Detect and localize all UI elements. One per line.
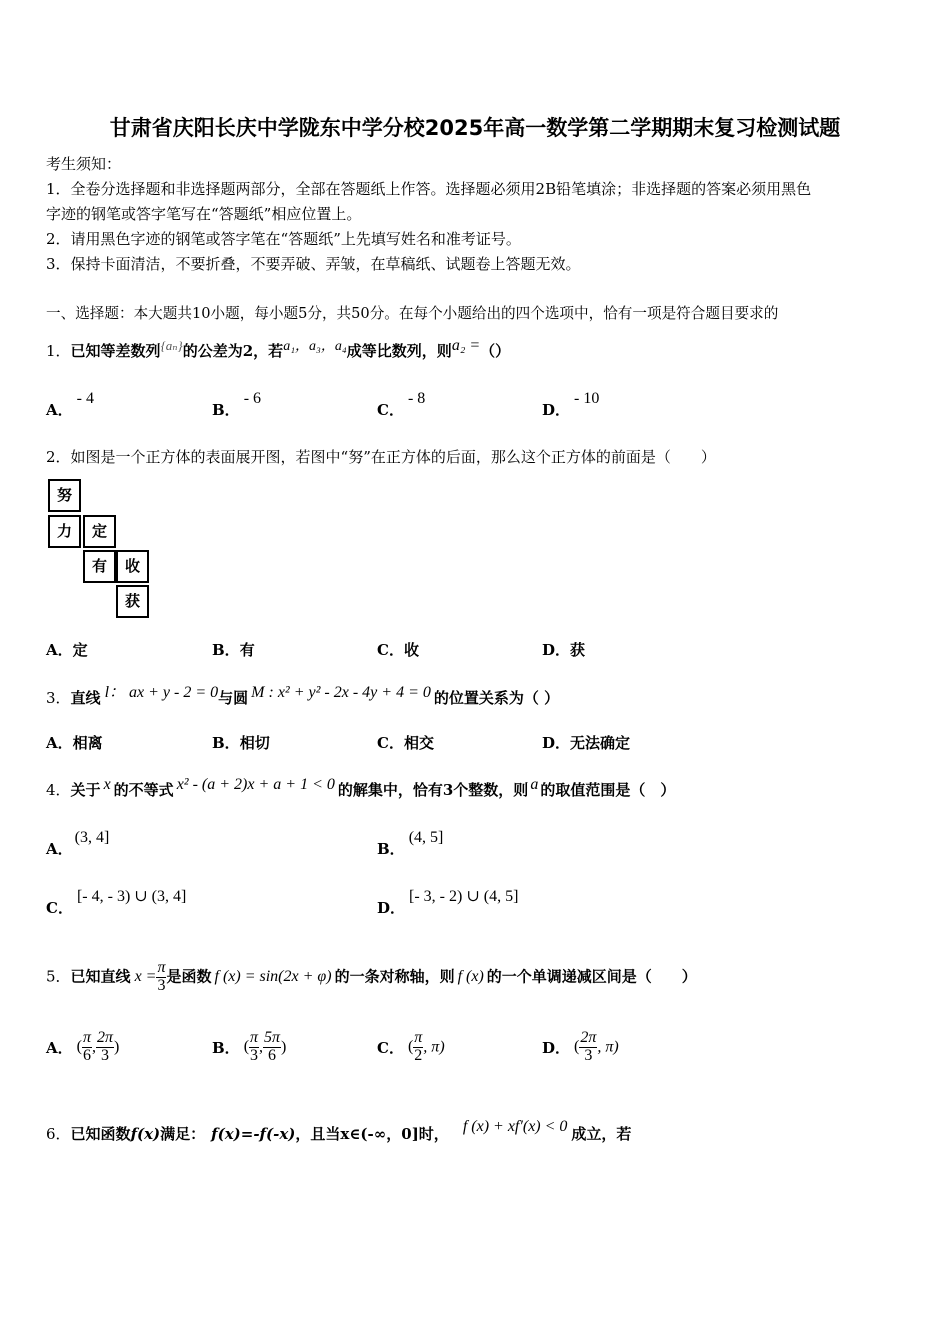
open-paren: ( xyxy=(243,1038,250,1056)
comma: , xyxy=(259,1038,264,1056)
close-paren: ) xyxy=(114,1038,120,1056)
option-label: A． xyxy=(46,641,73,659)
q6-text-4: 时， xyxy=(418,1125,449,1143)
option-value: [- 4, - 3) ∪ (3, 4] xyxy=(76,888,187,905)
q1-option-a[interactable] xyxy=(46,390,94,420)
q1-target: a₂ = xyxy=(451,337,481,354)
comma: , xyxy=(91,1038,96,1056)
option-label: C． xyxy=(377,1038,404,1057)
section-heading: 一、选择题：本大题共10小题，每小题5分，共50分。在每个小题给出的四个选项中，恰有一项是符合题目要求的 xyxy=(46,305,779,322)
q1-option-c[interactable] xyxy=(377,390,426,420)
open-paren: ( xyxy=(574,1038,580,1056)
cube-cell-ding: 定 xyxy=(83,515,116,548)
option-value: 有 xyxy=(239,641,255,659)
fraction-denominator: 6 xyxy=(82,1046,91,1064)
option-label: B． xyxy=(212,1038,240,1057)
q1-number: 1． xyxy=(46,342,71,360)
option-label: C． xyxy=(377,401,404,419)
interval-end-fraction xyxy=(263,1030,281,1065)
q4-variable: x xyxy=(103,776,111,793)
option-label: D． xyxy=(542,641,571,659)
notice-line-2: 2．请用黑色字迹的钢笔或答字笔在“答题纸”上先填写姓名和准考证号。 xyxy=(46,230,521,248)
interval-end: , π) xyxy=(597,1038,619,1056)
q6-text-3: ，且当 xyxy=(295,1125,341,1143)
q4-option-d[interactable] xyxy=(377,888,519,918)
fraction-denominator: 3 xyxy=(250,1046,259,1064)
q5-text-4: 的一个单调递减区间是（ ） xyxy=(486,967,697,986)
option-label: B． xyxy=(212,641,240,659)
q4-parameter: a xyxy=(530,776,539,793)
q3-circle-equation: M : x² + y² - 2x - 4y + 4 = 0 xyxy=(251,684,431,701)
q6-text-5: 成立，若 xyxy=(571,1125,632,1143)
q3-option-c[interactable] xyxy=(377,732,434,753)
interval-start-fraction xyxy=(413,1030,423,1065)
q6-range: x∈(-∞，0] xyxy=(340,1125,419,1143)
fraction-numerator: 5π xyxy=(264,1029,281,1046)
q2-stem: 2．如图是一个正方体的表面展开图，若图中“努”在正方体的后面，那么这个正方体的前面是（ ） xyxy=(46,448,716,466)
option-label: A． xyxy=(46,1038,73,1057)
interval-start-fraction xyxy=(249,1030,259,1065)
fraction-denominator: 6 xyxy=(268,1046,277,1064)
option-label: C． xyxy=(46,899,73,917)
q6-inequality: f (x) + xf′(x) < 0 xyxy=(462,1118,568,1135)
fraction-numerator: π xyxy=(157,959,166,976)
q1-text-1: 已知等差数列 xyxy=(70,342,161,360)
option-label: B． xyxy=(377,840,405,858)
option-label: A． xyxy=(46,840,73,858)
notice-heading: 考生须知： xyxy=(46,155,122,173)
option-label: A． xyxy=(46,734,73,752)
interval-start-fraction xyxy=(579,1030,597,1065)
q6-text-1: 已知函数 xyxy=(70,1125,131,1143)
fraction-numerator: π xyxy=(414,1029,423,1046)
interval-end-fraction xyxy=(96,1030,114,1065)
cube-net-figure xyxy=(48,479,152,621)
q2-option-c[interactable] xyxy=(377,639,419,660)
q3-option-a[interactable] xyxy=(46,732,103,753)
q1-paren: （） xyxy=(480,342,511,360)
q4-stem xyxy=(46,776,676,800)
open-paren: ( xyxy=(407,1038,414,1056)
option-value: [- 3, - 2) ∪ (4, 5] xyxy=(409,888,519,905)
q3-number: 3． xyxy=(46,689,71,707)
option-label: A． xyxy=(46,401,73,419)
q5-number: 5． xyxy=(46,967,71,986)
fraction-denominator: 3 xyxy=(100,1046,109,1064)
option-label: B． xyxy=(212,734,240,752)
cube-cell-li: 力 xyxy=(48,515,81,548)
q5-option-d[interactable] xyxy=(542,1030,619,1065)
q5-x-equals: x = xyxy=(134,968,157,986)
fraction-numerator: π xyxy=(82,1029,91,1046)
notice-line-1: 1．全卷分选择题和非选择题两部分，全部在答题纸上作答。选择题必须用2B铅笔填涂；非选择题的答案必须用黑色 xyxy=(46,180,812,198)
q5-text-2: 是函数 xyxy=(166,967,212,986)
q5-option-a[interactable] xyxy=(46,1030,119,1065)
q4-option-c[interactable] xyxy=(46,888,187,918)
fraction-numerator: 2π xyxy=(580,1029,597,1046)
q4-inequality: x² - (a + 2)x + a + 1 < 0 xyxy=(176,776,335,793)
q3-line-equation: ax + y - 2 = 0 xyxy=(129,684,219,701)
interval-start-fraction xyxy=(82,1030,92,1065)
q5-function: f (x) = sin(2x + φ) xyxy=(214,968,332,986)
q6-stem xyxy=(46,1118,632,1144)
option-value: 相离 xyxy=(72,734,103,752)
notice-line-3: 3．保持卡面清洁，不要折叠，不要弄破、弄皱，在草稿纸、试题卷上答题无效。 xyxy=(46,255,581,273)
q4-number: 4． xyxy=(46,781,71,799)
interval-end: , π) xyxy=(423,1038,445,1056)
q1-option-b[interactable] xyxy=(212,390,262,420)
fraction-denominator: 3 xyxy=(584,1046,593,1064)
option-label: D． xyxy=(542,734,571,752)
cube-cell-shou: 收 xyxy=(116,550,149,583)
option-value: (3, 4] xyxy=(74,829,110,846)
q2-option-a[interactable] xyxy=(46,639,88,660)
q4-text-1: 关于 xyxy=(70,781,101,799)
close-paren: ) xyxy=(281,1038,287,1056)
q5-text-1: 已知直线 xyxy=(70,967,131,986)
q3-option-b[interactable] xyxy=(212,732,270,753)
cube-cell-huo: 获 xyxy=(116,585,149,618)
q5-text-3: 的一条对称轴，则 xyxy=(334,967,455,986)
option-value: - 8 xyxy=(407,390,426,407)
notice-line-1-cont: 字迹的钢笔或答字笔写在“答题纸”相应位置上。 xyxy=(46,205,362,223)
q3-text-2: 与圆 xyxy=(218,689,249,707)
fraction-numerator: π xyxy=(250,1029,259,1046)
q1-stem xyxy=(46,337,511,361)
cube-cell-you: 有 xyxy=(83,550,116,583)
q3-option-d[interactable] xyxy=(542,732,630,753)
q1-option-d[interactable] xyxy=(542,390,600,420)
fraction-denominator: 3 xyxy=(157,976,166,994)
option-value: 相切 xyxy=(239,734,270,752)
option-label: D． xyxy=(542,1038,571,1057)
cube-cell-nu: 努 xyxy=(48,479,81,512)
option-value: 相交 xyxy=(403,734,434,752)
q6-condition: f(x)=-f(-x) xyxy=(211,1125,296,1143)
q2-option-d[interactable] xyxy=(542,639,585,660)
q6-text-2: 满足： xyxy=(160,1125,206,1143)
option-value: 无法确定 xyxy=(570,734,631,752)
q1-terms: a₁，a₃，a₄ xyxy=(283,339,347,354)
option-label: C． xyxy=(377,641,404,659)
q1-text-3: 成等比数列，则 xyxy=(346,342,452,360)
option-value: 获 xyxy=(570,641,586,659)
q4-text-3: 的解集中，恰有3个整数，则 xyxy=(337,781,529,799)
page-title: 甘肃省庆阳长庆中学陇东中学分校2025年高一数学第二学期期末复习检测试题 xyxy=(109,116,841,140)
q5-line-fraction xyxy=(156,960,166,995)
q1-text-2: 的公差为2，若 xyxy=(182,342,284,360)
option-value: - 6 xyxy=(243,390,262,407)
fraction-denominator: 2 xyxy=(414,1046,423,1064)
q4-option-a[interactable] xyxy=(46,829,110,859)
q3-text-1: 直线 xyxy=(70,689,101,707)
option-value: - 4 xyxy=(76,390,94,407)
q4-text-4: 的取值范围是（ ） xyxy=(540,781,676,799)
q6-fx: f(x) xyxy=(130,1125,161,1143)
open-paren: ( xyxy=(76,1038,82,1056)
q4-option-b[interactable] xyxy=(377,829,444,859)
q6-number: 6． xyxy=(46,1125,71,1143)
q3-text-3: 的位置关系为（ ） xyxy=(433,689,560,707)
q5-option-c[interactable] xyxy=(377,1030,445,1065)
q5-option-b[interactable] xyxy=(212,1030,286,1065)
option-value: 定 xyxy=(72,641,88,659)
option-label: D． xyxy=(542,401,571,419)
q1-sequence: {aₙ} xyxy=(160,338,183,353)
option-label: D． xyxy=(377,899,406,917)
q4-text-2: 的不等式 xyxy=(113,781,174,799)
q3-stem xyxy=(46,685,559,708)
option-value: 收 xyxy=(403,641,419,659)
option-value: (4, 5] xyxy=(408,829,444,846)
q3-line-name: l： xyxy=(104,684,126,701)
option-label: C． xyxy=(377,734,404,752)
option-value: - 10 xyxy=(574,390,600,407)
q2-option-b[interactable] xyxy=(212,639,255,660)
option-label: B． xyxy=(212,401,240,419)
q5-stem xyxy=(46,960,697,995)
fraction-numerator: 2π xyxy=(96,1029,113,1046)
q5-fx: f (x) xyxy=(457,968,484,986)
